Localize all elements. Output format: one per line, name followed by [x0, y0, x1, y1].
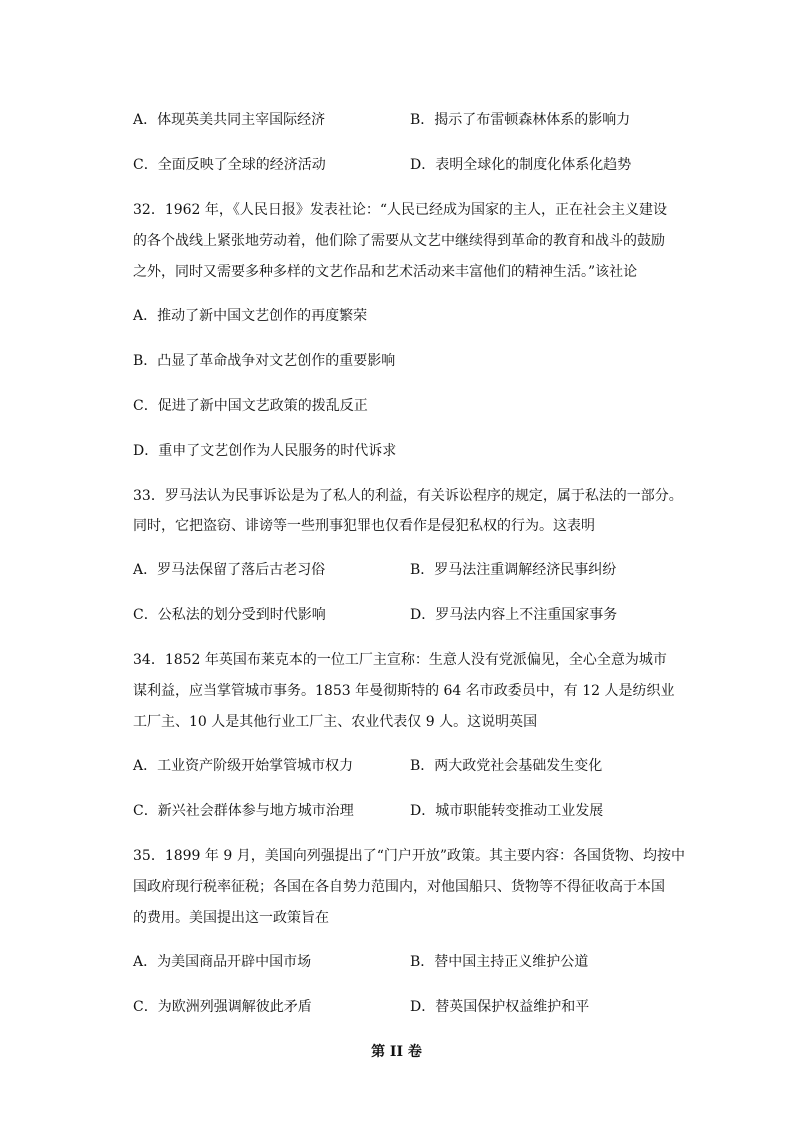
- option-33-a[interactable]: A．罗马法保留了落后古老习俗: [133, 562, 326, 578]
- option-32-a[interactable]: A．推动了新中国文艺创作的再度繁荣: [133, 308, 368, 324]
- option-33-d[interactable]: D．罗马法内容上不注重国家事务: [410, 607, 618, 623]
- question-33-stem-line-2: 同时，它把盗窃、诽谤等一些刑事犯罪也仅看作是侵犯私权的行为。这表明: [133, 518, 595, 534]
- section-title: 第 II 卷: [371, 1044, 422, 1060]
- option-35-d[interactable]: D．替英国保护权益维护和平: [410, 999, 590, 1015]
- option-31-c[interactable]: C．全面反映了全球的经济活动: [133, 157, 326, 173]
- option-32-d[interactable]: D．重申了文艺创作为人民服务的时代诉求: [133, 443, 397, 459]
- question-35-stem-line-1: 35．1899 年 9 月，美国向列强提出了“门户开放”政策。其主要内容：各国货物、均按中: [133, 848, 686, 864]
- question-35-stem-line-3: 的费用。美国提出这一政策旨在: [133, 910, 329, 926]
- option-33-b[interactable]: B．罗马法注重调解经济民事纠纷: [410, 562, 617, 578]
- option-31-d[interactable]: D．表明全球化的制度化体系化趋势: [410, 157, 632, 173]
- option-34-d[interactable]: D．城市职能转变推动工业发展: [410, 803, 604, 819]
- option-33-c[interactable]: C．公私法的划分受到时代影响: [133, 607, 326, 623]
- question-34-stem-line-3: 工厂主、10 人是其他行业工厂主、农业代表仅 9 人。这说明英国: [133, 714, 538, 730]
- option-34-a[interactable]: A．工业资产阶级开始掌管城市权力: [133, 758, 354, 774]
- option-31-a[interactable]: A．体现英美共同主宰国际经济: [133, 112, 326, 128]
- option-32-b[interactable]: B．凸显了革命战争对文艺创作的重要影响: [133, 353, 396, 369]
- option-35-a[interactable]: A．为美国商品开辟中国市场: [133, 954, 312, 970]
- option-35-b[interactable]: B．替中国主持正义维护公道: [410, 954, 589, 970]
- question-34-stem-line-2: 谋利益，应当掌管城市事务。1853 年曼彻斯特的 64 名市政委员中，有 12 人是纺织业: [133, 683, 675, 699]
- question-32-stem-line-3: 之外，同时又需要多种多样的文艺作品和艺术活动来丰富他们的精神生活。”该社论: [133, 264, 638, 280]
- question-32-stem-line-1: 32．1962 年，《人民日报》发表社论：“人民已经成为国家的主人，正在社会主义建设: [133, 202, 668, 218]
- question-32-stem-line-2: 的各个战线上紧张地劳动着，他们除了需要从文艺中继续得到革命的教育和战斗的鼓励: [133, 233, 665, 249]
- question-35-stem-line-2: 国政府现行税率征税；各国在各自势力范围内，对他国船只、货物等不得征收高于本国: [133, 879, 665, 895]
- question-33-stem-line-1: 33．罗马法认为民事诉讼是为了私人的利益，有关诉讼程序的规定，属于私法的一部分。: [133, 488, 683, 504]
- option-34-c[interactable]: C．新兴社会群体参与地方城市治理: [133, 803, 354, 819]
- option-35-c[interactable]: C．为欧洲列强调解彼此矛盾: [133, 999, 312, 1015]
- question-34-stem-line-1: 34．1852 年英国布莱克本的一位工厂主宣称：生意人没有党派偏见，全心全意为城市: [133, 652, 667, 668]
- option-34-b[interactable]: B．两大政党社会基础发生变化: [410, 758, 603, 774]
- option-32-c[interactable]: C．促进了新中国文艺政策的拨乱反正: [133, 398, 368, 414]
- option-31-b[interactable]: B．揭示了布雷顿森林体系的影响力: [410, 112, 631, 128]
